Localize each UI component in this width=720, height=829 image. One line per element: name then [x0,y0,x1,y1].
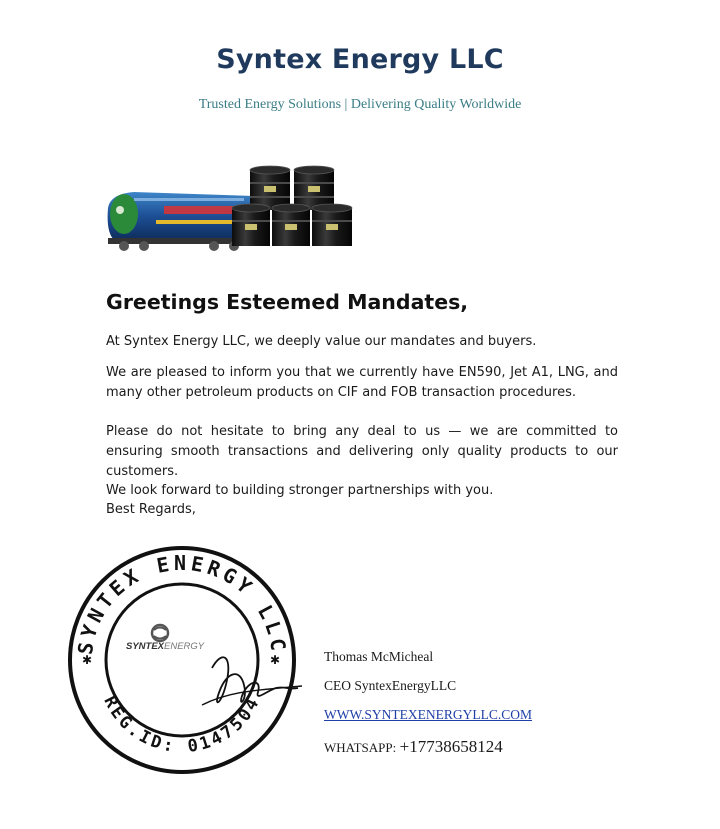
company-stamp-seal [62,540,302,780]
whatsapp-label: WHATSAPP: [324,740,397,755]
whatsapp-number: +17738658124 [399,737,503,756]
paragraph-products: We are pleased to inform you that we currently have EN590, Jet A1, LNG, and many other petroleum products on CIF and FOB transaction procedures. [106,365,618,400]
svg-text:REG.ID: 0147504: REG.ID: 0147504 [99,692,265,757]
svg-text:✱: ✱ [270,653,281,667]
oil-tanker-barrels-image [104,162,364,262]
svg-text:SYNTEX ENERGY LLC: SYNTEX ENERGY LLC [72,551,292,656]
svg-text:✱: ✱ [82,653,93,667]
signatory-name: Thomas McMicheal [324,649,434,664]
whatsapp-contact [324,737,503,757]
website-link[interactable]: WWW.SYNTEXENERGYLLC.COM [324,707,532,722]
paragraph-partnership: We look forward to building stronger partnerships with you. [106,483,494,498]
svg-text:SYNTEXENERGY: SYNTEXENERGY [126,641,205,652]
company-title: Syntex Energy LLC [216,44,504,75]
paragraph-intro: At Syntex Energy LLC, we deeply value our mandates and buyers. [106,334,537,349]
paragraph-commitment: Please do not hesitate to bring any deal to us — we are committed to ensuring smooth transactions and delivering only quality products to our customers. [106,424,618,479]
company-tagline: Trusted Energy Solutions | Delivering Quality Worldwide [198,97,522,112]
closing-regards: Best Regards, [106,502,196,517]
greeting-heading: Greetings Esteemed Mandates, [106,290,469,314]
signatory-title: CEO SyntexEnergyLLC [324,678,457,693]
